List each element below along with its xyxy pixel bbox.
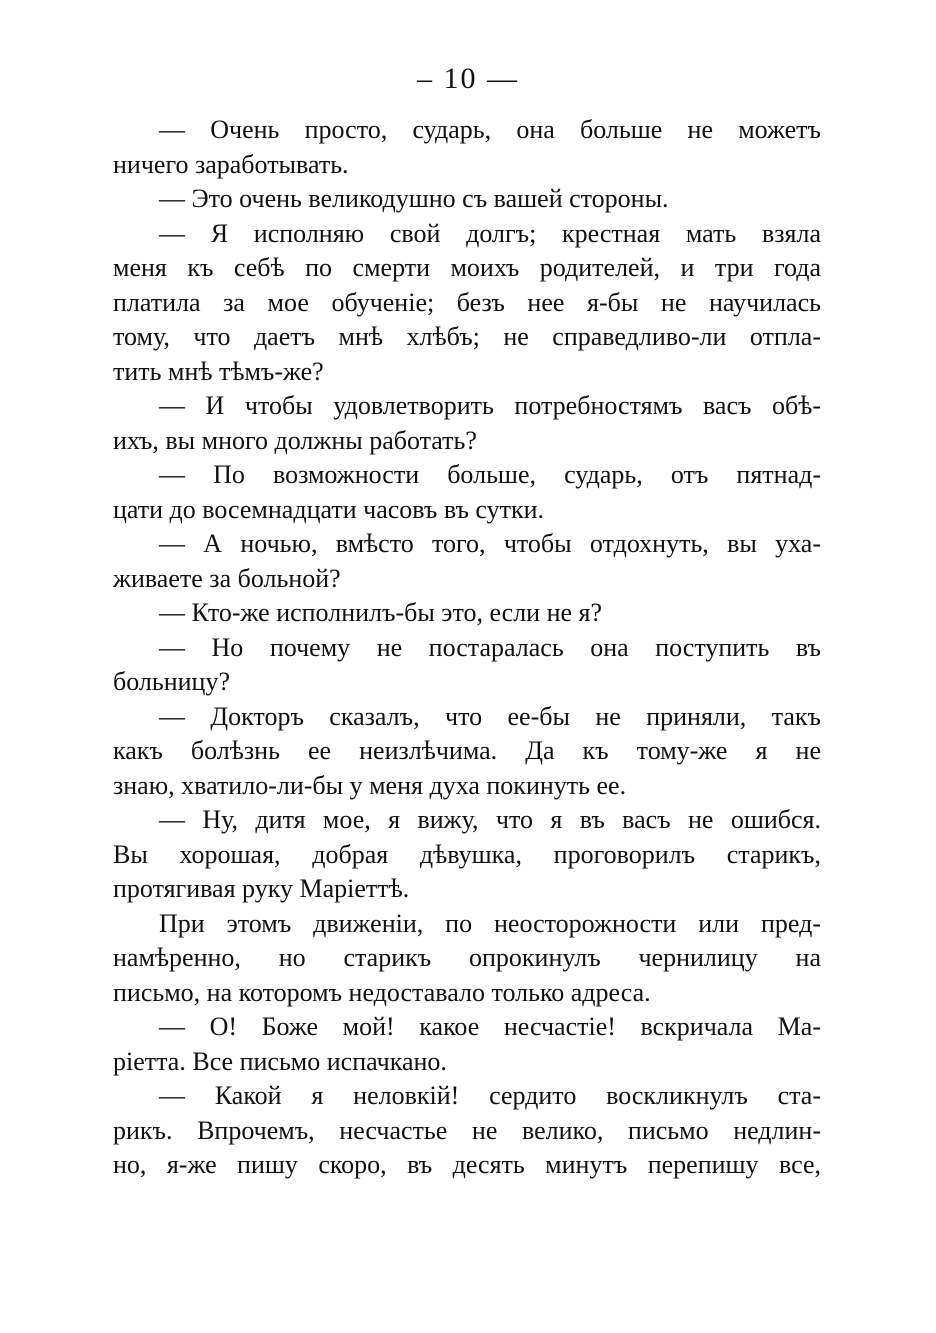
text-line: ихъ, вы много должны работать? — [113, 425, 477, 455]
text-line: платила за мое обученіе; безъ нее я-бы не научилась — [113, 287, 821, 317]
text-line: тить мнѣ тѣмъ-же? — [113, 356, 324, 386]
text-line: При этомъ движеніи, по неосторожности или пред- — [159, 908, 821, 938]
text-line: живаете за больной? — [113, 563, 341, 593]
text-line: — Но почему не постаралась она поступить въ — [159, 632, 821, 662]
text-line: — Докторъ сказалъ, что ее-бы не приняли, такъ — [159, 701, 821, 731]
text-line: — А ночью, вмѣсто того, чтобы отдохнуть, вы уха- — [159, 529, 821, 558]
text-line: но, я-же пишу скоро, въ десять минутъ перепишу все, — [113, 1150, 821, 1179]
text-line: — Какой я неловкій! сердито воскликнулъ ста- — [159, 1081, 821, 1110]
text-line: знаю, хватило-ли-бы у меня духа покинуть ее. — [113, 770, 627, 800]
text-line: протягивая руку Маріеттѣ. — [113, 874, 410, 903]
text-line: больницу? — [113, 667, 230, 696]
page-number: – 10 — — [417, 62, 519, 95]
text-line: — Ну, дитя мое, я вижу, что я въ васъ не ошибся. — [159, 805, 821, 834]
text-line: — И чтобы удовлетворить потребностямъ васъ обѣ- — [159, 391, 821, 420]
text-line: рикъ. Впрочемъ, несчастье не велико, письмо недлин- — [113, 1115, 821, 1145]
text-line: — О! Боже мой! какое несчастіе! вскричала Ма- — [159, 1012, 821, 1041]
text-line: — Очень просто, сударь, она больше не можетъ — [159, 115, 821, 144]
text-line: тому, что даетъ мнѣ хлѣбъ; не справедливо-ли отпла- — [113, 322, 821, 351]
text-line: цати до восемнадцати часовъ въ сутки. — [113, 494, 545, 524]
text-line: — Это очень великодушно съ вашей стороны. — [159, 184, 669, 213]
text-line: письмо, на которомъ недоставало только адреса. — [113, 977, 651, 1007]
text-line: — По возможности больше, сударь, отъ пятнад- — [159, 460, 821, 489]
text-line: — Я исполняю свой долгъ; крестная мать взяла — [159, 218, 821, 248]
text-line: какъ болѣзнь ее неизлѣчима. Да къ тому-же я не — [113, 736, 821, 765]
text-line: меня къ себѣ по смерти моихъ родителей, и три года — [113, 253, 821, 282]
text-line: намѣренно, но старикъ опрокинулъ чернилицу на — [113, 943, 821, 972]
text-line: ріетта. Все письмо испачкано. — [113, 1046, 447, 1076]
text-line: — Кто-же исполнилъ-бы это, если не я? — [159, 598, 603, 627]
text-line: Вы хорошая, добрая дѣвушка, проговорилъ старикъ, — [113, 839, 821, 869]
text-line: ничего заработывать. — [113, 149, 349, 179]
page-text — [113, 113, 821, 1183]
